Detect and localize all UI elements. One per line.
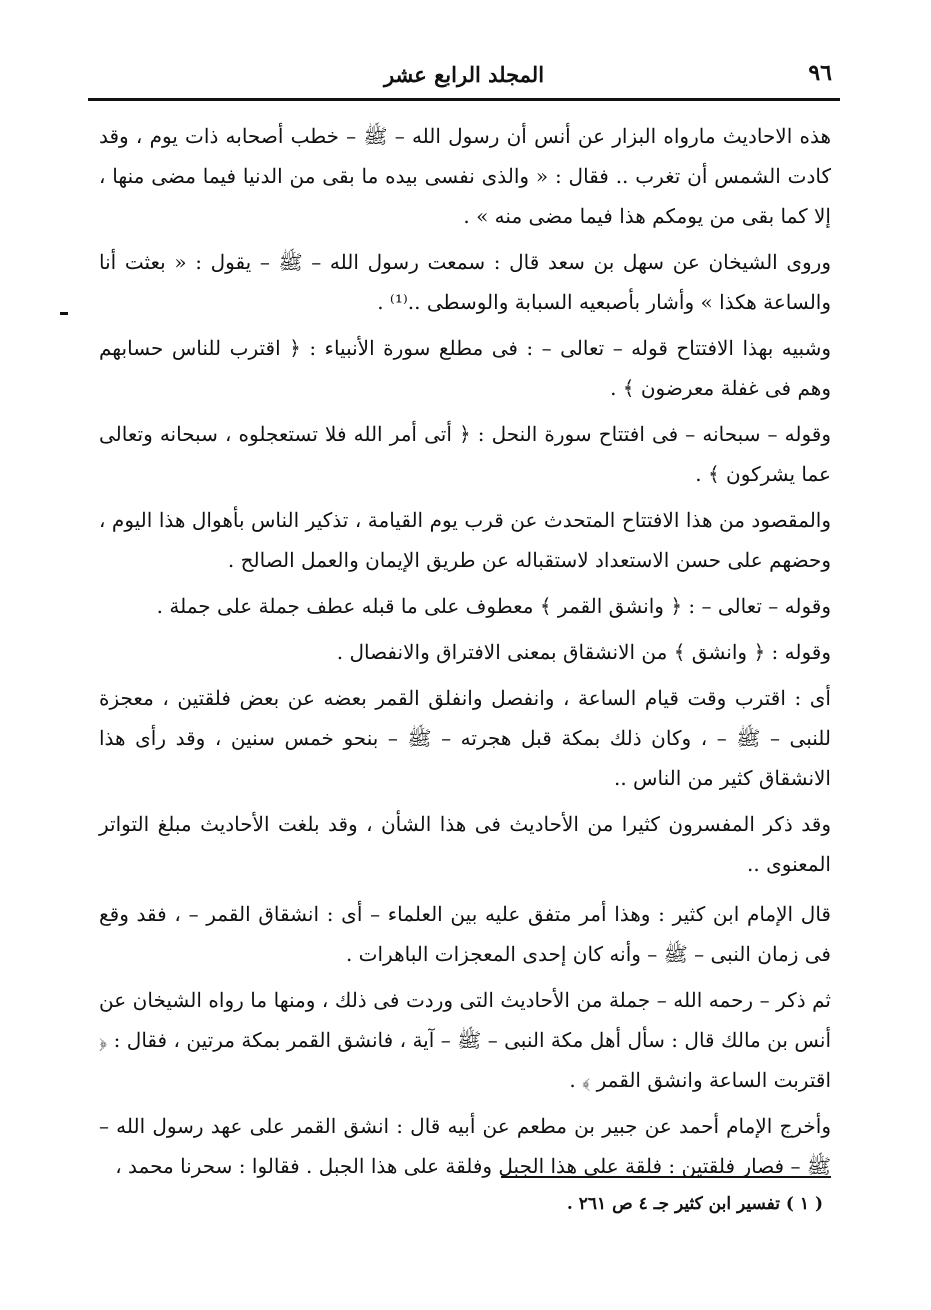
paragraph: وروى الشيخان عن سهل بن سعد قال : سمعت رسول الله – ﷺ – يقول : « بعثت أنا والساعة هكذا » وأشار بأصبعيه السبابة والوسطى ..⁽¹⁾ . — [99, 250, 831, 314]
running-title: المجلد الرابع عشر — [383, 62, 545, 87]
paragraph: قال الإمام ابن كثير : وهذا أمر متفق عليه بين العلماء – أى : انشقاق القمر – ، فقد وقع فى زمان النبى – ﷺ – وأنه كان إحدى المعجزات الباهرات . — [99, 902, 831, 966]
paragraph: ثم ذكر – رحمه الله – جملة من الأحاديث التى وردت فى ذلك ، ومنها ما رواه الشيخان عن أنس بن مالك قال : سأل أهل مكة النبى – ﷺ – آية ، فانشق القمر بمكة مرتين ، فقال : ﴿ اقتربت الساعة وانشق القمر ﴾ . — [99, 988, 832, 1092]
footnote: ( ١ ) تفسير ابن كثير جـ ٤ ص ٢٦١ . — [566, 1194, 823, 1214]
paragraph: وقوله – سبحانه – فى افتتاح سورة النحل : ﴿ أتى أمر الله فلا تستعجلوه ، سبحانه وتعالى عما يشركون ﴾ . — [99, 422, 831, 486]
paragraph: هذه الاحاديث مارواه البزار عن أنس أن رسول الله – ﷺ – خطب أصحابه ذات يوم ، وقد كادت الشمس أن تغرب .. فقال : « والذى نفسى بيده ما بقى من الدنيا فيما مضى منها ، إلا كما بقى من يومكم هذا فيما مضى منه » . — [99, 124, 831, 228]
paragraph: وقوله : ﴿ وانشق ﴾ من الانشقاق بمعنى الافتراق والانفصال . — [336, 640, 831, 664]
paragraph: وشبيه بهذا الافتتاح قوله – تعالى – : فى مطلع سورة الأنبياء : ﴿ اقترب للناس حسابهم وهم فى غفلة معرضون ﴾ . — [99, 336, 831, 400]
body-text — [99, 116, 831, 1192]
paragraph: وأخرج الإمام أحمد عن جبير بن مطعم عن أبيه قال : انشق القمر على عهد رسول الله – ﷺ – فصار فلقتين : فلقة على هذا الجبل وفلقة على هذا الجبل . فقالوا : سحرنا محمد ، — [99, 1114, 831, 1178]
margin-mark — [60, 312, 68, 315]
paragraph: والمقصود من هذا الافتتاح المتحدث عن قرب يوم القيامة ، تذكير الناس بأهوال هذا اليوم ، وحضهم على حسن الاستعداد لاستقباله عن طريق الإيمان والعمل الصالح . — [99, 508, 831, 572]
paragraph: وقوله – تعالى – : ﴿ وانشق القمر ﴾ معطوف على ما قبله عطف جملة على جملة . — [156, 594, 831, 618]
footnote-separator — [501, 1176, 831, 1178]
page-number: ٩٦ — [808, 60, 832, 86]
page-header — [88, 58, 840, 101]
paragraph: أى : اقترب وقت قيام الساعة ، وانفصل وانفلق القمر بعضه عن بعض فلقتين ، معجزة للنبى – ﷺ – ، وكان ذلك بمكة قبل هجرته – ﷺ – بنحو خمس سنين ، وقد رأى هذا الانشقاق كثير من الناس .. — [99, 686, 831, 790]
paragraph: وقد ذكر المفسرون كثيرا من الأحاديث فى هذا الشأن ، وقد بلغت الأحاديث مبلغ التواتر المعنوى .. — [99, 812, 831, 876]
